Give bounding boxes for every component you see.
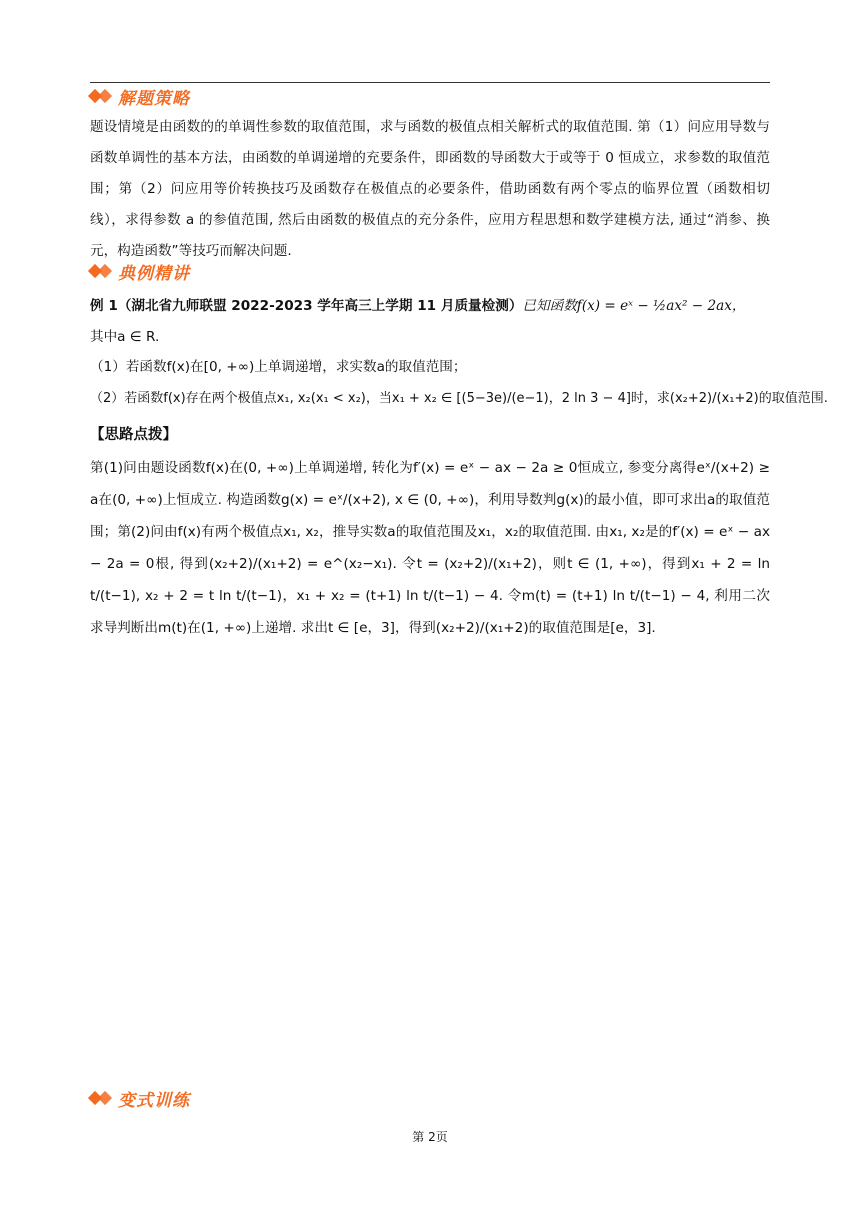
example-stem: 已知函数f(x) = eˣ − ½ax² − 2ax， (522, 298, 746, 314)
example-stem-line2: 其中a ∈ R. (90, 329, 160, 345)
section-title: 解题策略 (118, 88, 190, 109)
example-label: 例 1（湖北省九师联盟 2022-2023 学年高三上学期 11 月质量检测） (90, 298, 523, 314)
section-heading-example (90, 259, 190, 283)
hint-title: 【思路点拨】 (90, 427, 177, 443)
diamond-bullet-icon (90, 263, 116, 279)
top-rule (90, 82, 770, 83)
section-heading-strategy (90, 84, 190, 108)
diamond-bullet-icon (90, 88, 116, 104)
hint-paragraph: 第(1)问由题设函数f(x)在(0, +∞)上单调递增, 转化为f′(x) = eˣ − ax − 2a ≥ 0恒成立, 参变分离得eˣ/(x+2) ≥ a在(0, +∞)上恒成立. 构造函数g(x) = eˣ/(x+2), x ∈ (0, +∞)，利用导数判g(x)的最小值，即可求出a的取值范围；第(2)问由f(x)有两个极值点x₁, x₂，推导实数a的取值范围及x₁，x₂的取值范围. 由x₁, x₂是的f′(x) = eˣ − ax − 2a = 0根, 得到(x₂+2)/(x₁+2) = e^(x₂−x₁). 令t = (x₂+2)/(x₁+2)，则t ∈ (1, +∞)，得到x₁ + 2 = ln t/(t−1), x₂ + 2 = t ln t/(t−1)，x₁ + x₂ = (t+1) ln t/(t−1) − 4. 令m(t) = (t+1) ln t/(t−1) − 4, 利用二次求导判断出m(t)在(1, +∞)上递增. 求出t ∈ [e，3]，得到(x₂+2)/(x₁+2)的取值范围是[e，3]. (90, 460, 770, 636)
example-statement (90, 294, 770, 314)
diamond-bullet-icon (90, 1090, 116, 1106)
section-title: 典例精讲 (118, 263, 190, 284)
question-2: （2）若函数f(x)存在两个极值点x₁, x₂(x₁ < x₂)，当x₁ + x₂ ∈ [(5−3e)/(e−1)，2 ln 3 − 4]时，求(x₂+2)/(x₁+2)的取值范围. (90, 391, 828, 406)
section-title: 变式训练 (118, 1090, 190, 1111)
strategy-paragraph: 题设情境是由函数的的单调性参数的取值范围，求与函数的极值点相关解析式的取值范围. 第（1）问应用导数与函数单调性的基本方法，由函数的单调递增的充要条件，即函数的导函数大于或等于 0 恒成立，求参数的取值范围；第（2）问应用等价转换技巧及函数存在极值点的必要条件，借助函数有两个零点的临界位置（函数相切线），求得参数 a 的参值范围, 然后由函数的极值点的充分条件，应用方程思想和数学建模方法, 通过“消参、换元，构造函数”等技巧而解决问题. (90, 119, 770, 259)
question-1: （1）若函数f(x)在[0, +∞)上单调递增，求实数a的取值范围； (90, 359, 467, 375)
page-number: 第 2页 (412, 1130, 448, 1144)
section-heading-practice (90, 1086, 190, 1110)
